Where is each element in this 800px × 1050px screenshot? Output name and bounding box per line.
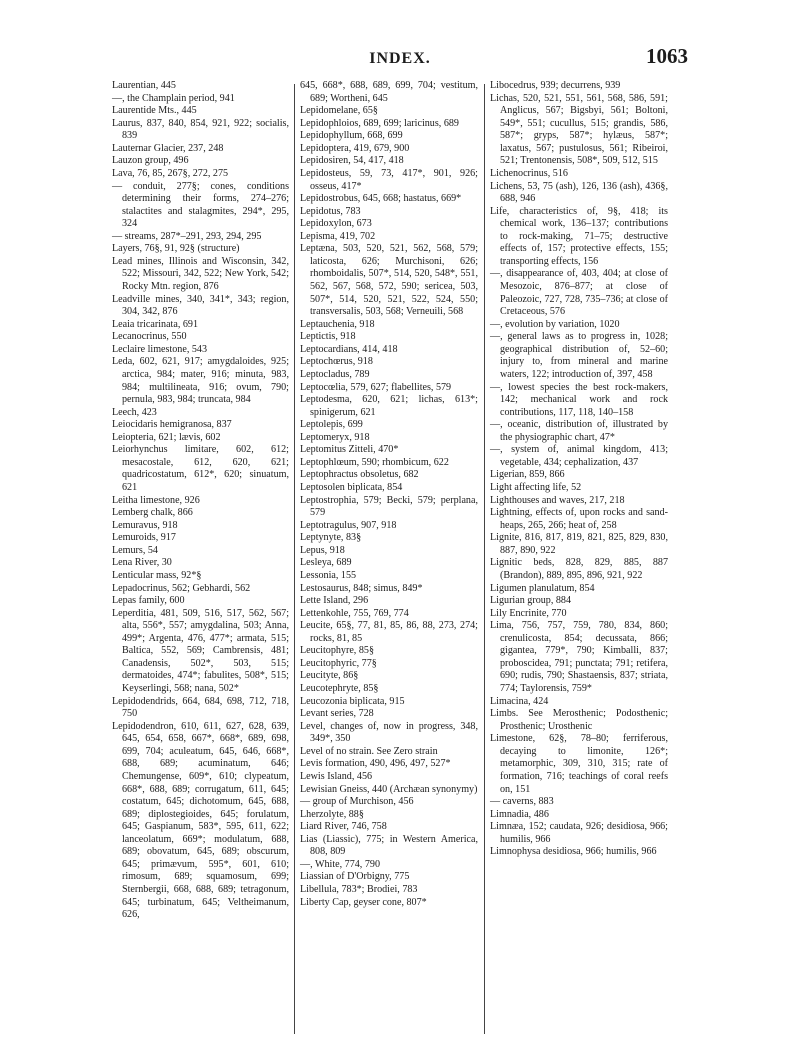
index-entry: Leptomitus Zitteli, 470* — [300, 444, 399, 456]
index-entry: —, White, 774, 790 — [300, 858, 380, 870]
index-entry: Leptæna, 503, 520, 521, 562, 568, 579; laticosta, 626; Murchisoni, 626; rhomboidalis, 507*, 514, 520, 548*, 551, 562, 567, 568, 572, 590; sericea, 503, 507*, 514, 520, 521, 522, 524, 550; transversalis, 503, 568; Verneuili, 568 — [300, 243, 478, 318]
index-entry: Lestosaurus, 848; simus, 849* — [300, 582, 423, 594]
index-entry: Lightning, effects of, upon rocks and sand-heaps, 265, 266; heat of, 258 — [490, 507, 668, 531]
index-entry: Lesleya, 689 — [300, 557, 352, 569]
index-entry: Levant series, 728 — [300, 708, 374, 720]
index-entry: Ligerian, 859, 866 — [490, 469, 565, 481]
index-column-2 — [300, 80, 478, 909]
index-entry: Lily Encrinite, 770 — [490, 607, 567, 619]
index-entry: Lepidomelane, 65§ — [300, 105, 378, 117]
index-entry: Limnophysa desidiosa, 966; humilis, 966 — [490, 846, 657, 858]
index-entry: Lette Island, 296 — [300, 595, 369, 607]
index-entry: Liard River, 746, 758 — [300, 821, 387, 833]
index-entry: Lepisma, 419, 702 — [300, 230, 376, 242]
index-entry: Leptophractus obsoletus, 682 — [300, 469, 419, 481]
index-entry: Light affecting life, 52 — [490, 482, 582, 493]
page-title: INDEX. — [369, 50, 431, 67]
index-entry: Leptophlœum, 590; rhombicum, 622 — [300, 456, 449, 468]
index-entry: Leda, 602, 621, 917; amygdaloides, 925; arctica, 984; mater, 916; minuta, 983, 984; multilineata, 916; ovum, 790; pernula, 983, 984; truncata, 984 — [112, 356, 289, 406]
index-entry: Leiopteria, 621; lævis, 602 — [112, 431, 221, 443]
index-entry: Lichas, 520, 521, 551, 561, 568, 586, 591; Anglicus, 567; Bigsbyi, 561; Boltoni, 549*, 551; cucullus, 515; grandis, 586, 587*; gryps, 587*; hylæus, 587*; laxatus, 567; pustulosus, 561; Ribeiroi, 521; Trentonensis, 508*, 509, 512, 515 — [490, 92, 668, 167]
index-entry: Lemuravus, 918 — [112, 519, 178, 531]
index-entry: Leiocidaris hemigranosa, 837 — [112, 419, 232, 431]
index-entry: Lepidoptera, 419, 679, 900 — [300, 142, 410, 154]
index-entry: Leucitophyre, 85§ — [300, 645, 374, 657]
index-entry: Ligurian group, 884 — [490, 595, 572, 607]
index-column-3 — [490, 80, 668, 859]
index-entry: Lias (Liassic), 775; in Western America, 808, 809 — [300, 833, 478, 858]
index-entry: Leptictis, 918 — [300, 331, 356, 343]
index-entry: Leptotragulus, 907, 918 — [300, 519, 397, 531]
index-entry: Leucitophyric, 77§ — [300, 657, 377, 669]
index-entry: — streams, 287*–291, 293, 294, 295 — [112, 230, 262, 242]
index-entry: Leptosolen biplicata, 854 — [300, 482, 403, 493]
index-entry: Libellula, 783*; Brodiei, 783 — [300, 884, 418, 895]
index-entry: Leptocœlia, 579, 627; flabellites, 579 — [300, 381, 452, 393]
index-entry: —, lowest species the best rock-makers, 142; mechanical work and rock contributions, 117, 118, 140–158 — [490, 381, 668, 418]
index-entry: Lepus, 918 — [300, 544, 345, 556]
index-entry: Lepidotus, 783 — [300, 205, 361, 217]
index-entry: 645, 668*, 688, 689, 699, 704; vestitum, 689; Wortheni, 645 — [300, 80, 478, 104]
index-entry: Liberty Cap, geyser cone, 807* — [300, 896, 427, 908]
index-entry: Lead mines, Illinois and Wisconsin, 342, 522; Missouri, 342, 522; New York, 542; Rocky Mtn. region, 876 — [112, 255, 289, 292]
index-entry: Lepidosteus, 59, 73, 417*, 901, 926; osseus, 417* — [300, 167, 478, 192]
index-entry: Leitha limestone, 926 — [112, 494, 200, 506]
index-entry: Lichens, 53, 75 (ash), 126, 136 (ash), 436§, 688, 946 — [490, 180, 668, 205]
index-entry: Laurentide Mts., 445 — [112, 105, 197, 117]
index-entry: Limnæa, 152; caudata, 926; desidiosa, 966; humilis, 966 — [490, 821, 668, 845]
index-entry: Level, changes of, now in progress, 348, 349*, 350 — [300, 720, 478, 745]
index-entry: Lecanocrinus, 550 — [112, 331, 187, 343]
index-entry: Laurus, 837, 840, 854, 921, 922; socialis, 839 — [112, 117, 289, 142]
index-entry: Leech, 423 — [112, 406, 157, 418]
column-divider — [484, 84, 485, 1034]
index-entry: Liassian of D'Orbigny, 775 — [300, 871, 410, 883]
index-column-1 — [112, 80, 289, 922]
index-entry: Levis formation, 490, 496, 497, 527* — [300, 758, 451, 770]
index-entry: Leucityte, 86§ — [300, 670, 359, 682]
index-entry: —, disappearance of, 403, 404; at close of Mesozoic, 876–877; at close of Paleozoic, 727, 728, 735–736; at close of Cretaceous, 576 — [490, 268, 668, 318]
index-entry: Lemurs, 54 — [112, 544, 158, 556]
index-entry: —, general laws as to progress in, 1028; geographical distribution of, 52–60; injury to, from mineral and marine waters, 122; introduction of, 397, 458 — [490, 331, 668, 380]
index-entry: — caverns, 883 — [490, 796, 554, 808]
index-entry: Leptodesma, 620, 621; lichas, 613*; spinigerum, 621 — [300, 394, 478, 418]
index-entry: Lauternar Glacier, 237, 248 — [112, 142, 224, 154]
index-entry: Leptocladus, 789 — [300, 368, 370, 380]
index-entry: Lignite, 816, 817, 819, 821, 825, 829, 830, 887, 890, 922 — [490, 532, 668, 556]
index-entry: Ligumen planulatum, 854 — [490, 582, 595, 594]
index-entry: Limacina, 424 — [490, 695, 549, 707]
index-entry: Lepas family, 600 — [112, 595, 185, 607]
index-entry: —, system of, animal kingdom, 413; vegetable, 434; cephalization, 437 — [490, 444, 668, 468]
index-entry: Limnadia, 486 — [490, 808, 549, 820]
index-entry: Lepidophyllum, 668, 699 — [300, 130, 403, 142]
index-entry: —, the Champlain period, 941 — [112, 92, 235, 104]
index-entry: Leiorhynchus limitare, 602, 612; mesacostale, 612, 620, 621; quadricostatum, 612*, 620; sinuatum, 621 — [112, 444, 289, 493]
index-entry: Lava, 76, 85, 267§, 272, 275 — [112, 167, 229, 179]
page-number: 1063 — [646, 44, 688, 68]
index-entry: Lichenocrinus, 516 — [490, 167, 568, 179]
index-entry: Leucotephryte, 85§ — [300, 683, 379, 694]
index-entry: — conduit, 277§; cones, conditions determining their forms, 274–276; stalactites and stalagmites, 294*, 295, 324 — [112, 180, 289, 230]
index-entry: Lighthouses and waves, 217, 218 — [490, 494, 625, 506]
index-entry: Life, characteristics of, 9§, 418; its chemical work, 136–137; contributions to rock-making, 71–75; destructive effects of, 157; protective effects, 155; transporting effects, 156 — [490, 205, 668, 267]
index-entry: Laurentian, 445 — [112, 80, 176, 91]
index-entry: Leaia tricarinata, 691 — [112, 318, 199, 330]
index-entry: Leadville mines, 340, 341*, 343; region, 304, 342, 876 — [112, 293, 289, 318]
index-entry: Leptostrophia, 579; Becki, 579; perplana, 579 — [300, 494, 478, 519]
index-entry: Leptomeryx, 918 — [300, 431, 370, 443]
index-entry: Leptochœrus, 918 — [300, 356, 373, 368]
index-entry: Lepidodendron, 610, 611, 627, 628, 639, 645, 654, 658, 667*, 668*, 689, 698, 699, 704; aculeatum, 645, 646, 668*, 688, 689; acuminatum, 646; Chemungense, 609*, 610; clypeatum, 668*, 688, 689; corrugatum, 611, 645; costatum, 645; dichotomum, 645, 688, 689; diplostegioides, 645; forulatum, 645; Gaspianum, 583*, 595, 611, 622; lanceolatum, 669*; modulatum, 688, 689; obovatum, 645, 689; obscurum, 645; primævum, 595*, 601, 610; rimosum, 689; squamosum, 699; Sternbergii, 668, 688, 689; tetragonum, 645; turbinatum, 645; Veltheimanum, 626, — [112, 720, 289, 921]
index-entry: Lepidostrobus, 645, 668; hastatus, 669* — [300, 193, 462, 205]
index-entry: Leclaire limestone, 543 — [112, 343, 208, 355]
index-entry: Leptynyte, 83§ — [300, 532, 362, 544]
index-entry: Libocedrus, 939; decurrens, 939 — [490, 80, 621, 91]
index-entry: Lepidoxylon, 673 — [300, 218, 372, 230]
index-entry: Lettenkohle, 755, 769, 774 — [300, 607, 409, 619]
index-entry: Lauzon group, 496 — [112, 155, 189, 167]
index-entry: Layers, 76§, 91, 92§ (structure) — [112, 243, 240, 255]
index-entry: Lepidodendrids, 664, 684, 698, 712, 718, 750 — [112, 695, 289, 720]
index-entry: Leucite, 65§, 77, 81, 85, 86, 88, 273, 274; rocks, 81, 85 — [300, 620, 478, 644]
index-entry: Limestone, 62§, 78–80; ferriferous, decaying to limonite, 126*; metamorphic, 309, 310, 315; rate of formation, 716; teachings of coral reefs on, 151 — [490, 733, 668, 795]
index-entry: Lepidosiren, 54, 417, 418 — [300, 155, 404, 167]
index-entry: Lepadocrinus, 562; Gebhardi, 562 — [112, 582, 251, 594]
index-entry: Lewis Island, 456 — [300, 770, 373, 782]
index-entry: Leptolepis, 699 — [300, 419, 363, 431]
index-entry: —, oceanic, distribution of, illustrated by the physiographic chart, 47* — [490, 419, 668, 443]
page-header — [0, 44, 800, 74]
index-entry: Lessonia, 155 — [300, 569, 357, 581]
index-entry: Level of no strain. See Zero strain — [300, 745, 438, 757]
index-entry: Leptocardians, 414, 418 — [300, 343, 398, 355]
column-divider — [294, 84, 295, 1034]
index-entry: —, evolution by variation, 1020 — [490, 318, 620, 330]
index-entry: Lima, 756, 757, 759, 780, 834, 860; crenulicosta, 854; decussata, 866; gigantea, 779*, 790; Kimballi, 837; proboscidea, 791; punctata; 791; retifera, 690; rudis, 790; Shastaensis, 837; striata, 774; Taylorensis, 759* — [490, 620, 668, 694]
index-entry: Lherzolyte, 88§ — [300, 808, 364, 820]
index-entry: Lemberg chalk, 866 — [112, 507, 193, 519]
index-entry: Lepidophloios, 689, 699; laricinus, 689 — [300, 117, 459, 129]
index-entry: — group of Murchison, 456 — [300, 796, 414, 808]
index-entry: Leperditia, 481, 509, 516, 517, 562, 567; alta, 556*, 557; amygdalina, 503; Anna, 499*; Argenta, 476, 477*; armata, 515; Baltica, 552, 569; Cambrensis, 481; Canadensis, 502*, 503, 515; dermatoides, 474*; fabulites, 508*, 515; Keyserlingi, 568; nana, 502* — [112, 607, 289, 694]
index-entry: Limbs. See Merosthenic; Podosthenic; Prosthenic; Urosthenic — [490, 708, 668, 732]
index-entry: Lena River, 30 — [112, 557, 172, 569]
index-entry: Lewisian Gneiss, 440 (Archæan synonymy) — [300, 783, 478, 795]
index-entry: Lignitic beds, 828, 829, 885, 887 (Brandon), 889, 895, 896, 921, 922 — [490, 557, 668, 581]
index-entry: Lemuroids, 917 — [112, 532, 176, 544]
index-entry: Leptauchenia, 918 — [300, 318, 375, 330]
index-entry: Lenticular mass, 92*§ — [112, 569, 202, 581]
index-entry: Leucozonia biplicata, 915 — [300, 695, 405, 707]
